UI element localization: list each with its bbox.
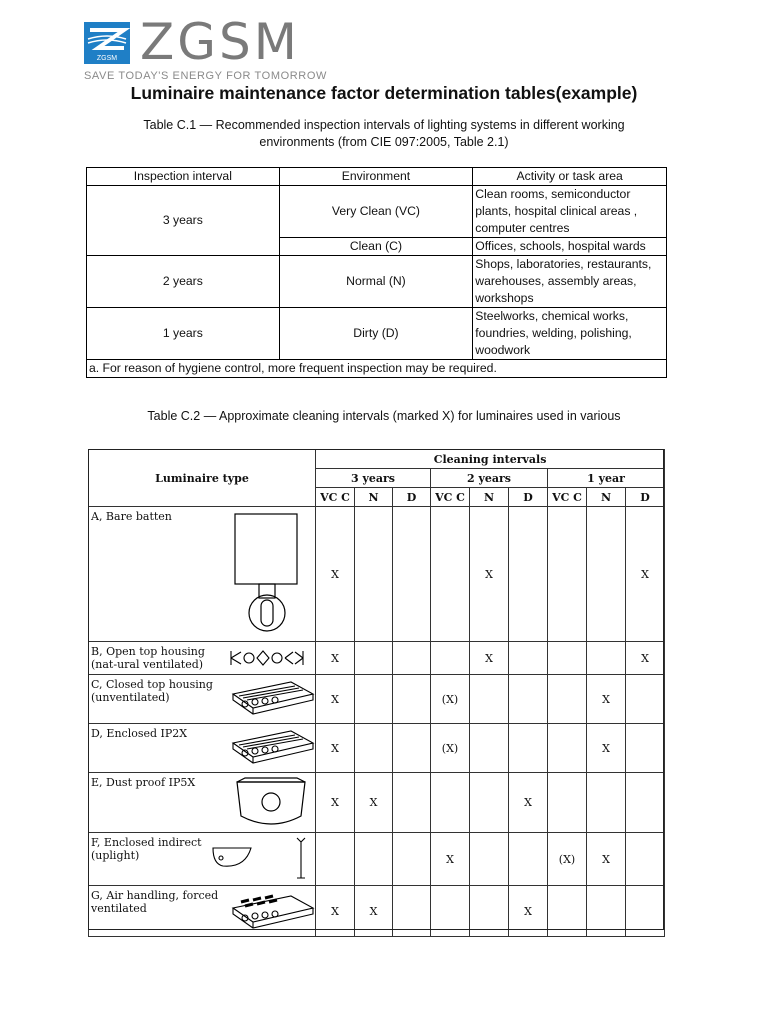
- table1-activity-cell: Steelworks, chemical works, foundries, welding, polishing, woodwork: [473, 308, 667, 360]
- table1-activity-cell: Offices, schools, hospital wards: [473, 238, 667, 256]
- luminaire-type-label: E, Dust proof IP5X: [91, 776, 196, 789]
- logo-caption: ZGSM: [96, 55, 118, 62]
- luminaire-type-cell: [89, 507, 316, 642]
- cleaning-mark-cell: [626, 833, 665, 886]
- cleaning-mark-cell: [393, 773, 431, 833]
- cleaning-mark-cell: X: [587, 833, 626, 886]
- cleaning-mark-cell: [431, 507, 470, 642]
- table1-header-environment: Environment: [279, 168, 473, 186]
- cleaning-mark-cell: [355, 833, 393, 886]
- cleaning-mark-cell: (X): [548, 833, 587, 886]
- table-row: [89, 642, 665, 675]
- sub-header-cell: VC C: [431, 488, 470, 507]
- cleaning-mark-cell: X: [316, 507, 355, 642]
- cleaning-mark-cell: [509, 642, 548, 675]
- luminaire-type-cell: [89, 833, 316, 886]
- cleaning-mark-cell: [548, 507, 587, 642]
- table1-interval-cell: 1 years: [87, 308, 280, 360]
- table2-caption: Table C.2 — Approximate cleaning intervals (marked X) for luminaires used in various: [147, 409, 621, 423]
- luminaire-type-cell: [89, 675, 316, 724]
- table-row: [87, 256, 667, 308]
- cleaning-mark-cell: (X): [431, 675, 470, 724]
- cleaning-mark-cell: [355, 675, 393, 724]
- interval-group-header: 1 year: [548, 469, 665, 488]
- cleaning-mark-cell: [626, 886, 665, 937]
- cleaning-mark-cell: X: [431, 833, 470, 886]
- cleaning-mark-cell: [509, 675, 548, 724]
- table1-header-row: [87, 168, 667, 186]
- cleaning-mark-cell: X: [316, 675, 355, 724]
- cleaning-mark-cell: X: [355, 773, 393, 833]
- cleaning-mark-cell: [626, 773, 665, 833]
- table1-activity-cell: Clean rooms, semiconductor plants, hospital clinical areas , computer centres: [473, 186, 667, 238]
- cleaning-mark-cell: X: [355, 886, 393, 937]
- table-row: [89, 675, 665, 724]
- sub-header-cell: VC C: [316, 488, 355, 507]
- cleaning-mark-cell: [431, 642, 470, 675]
- closed-top-housing-icon: [231, 680, 315, 721]
- cleaning-mark-cell: [393, 833, 431, 886]
- sub-header-cell: N: [355, 488, 393, 507]
- table1-note-row: [87, 360, 667, 378]
- luminaire-type-cell: [89, 886, 316, 937]
- cleaning-mark-cell: [626, 675, 665, 724]
- bare-batten-icon: [232, 511, 304, 642]
- cleaning-mark-cell: [548, 724, 587, 773]
- table1-interval-cell: 2 years: [87, 256, 280, 308]
- cleaning-mark-cell: [509, 724, 548, 773]
- cleaning-mark-cell: [393, 507, 431, 642]
- cleaning-mark-cell: X: [587, 675, 626, 724]
- sub-header-cell: N: [587, 488, 626, 507]
- cleaning-mark-cell: [548, 642, 587, 675]
- sub-header-cell: D: [393, 488, 431, 507]
- cleaning-mark-cell: X: [509, 886, 548, 937]
- brand-tagline: SAVE TODAY'S ENERGY FOR TOMORROW: [84, 70, 327, 82]
- cleaning-mark-cell: [393, 675, 431, 724]
- inspection-interval-table: [86, 167, 667, 378]
- cleaning-mark-cell: [355, 642, 393, 675]
- sub-header-cell: D: [509, 488, 548, 507]
- table1-environment-cell: Clean (C): [279, 238, 473, 256]
- air-handling-icon: [231, 890, 315, 935]
- cleaning-mark-cell: [587, 507, 626, 642]
- dust-proof-ip5x-icon: [231, 776, 311, 831]
- cleaning-intervals-header: Cleaning intervals: [316, 450, 665, 469]
- open-top-housing-icon: [229, 647, 313, 672]
- table1-header-interval: Inspection interval: [87, 168, 280, 186]
- table1-environment-cell: Normal (N): [279, 256, 473, 308]
- table1-activity-cell: Shops, laboratories, restaurants, warehouses, assembly areas, workshops: [473, 256, 667, 308]
- cleaning-mark-cell: X: [316, 773, 355, 833]
- cleaning-interval-table-wrap: [88, 449, 664, 930]
- table-row: [89, 833, 665, 886]
- table-row: [89, 507, 665, 642]
- cleaning-mark-cell: [548, 886, 587, 937]
- luminaire-type-label: F, Enclosed indirect (uplight): [91, 836, 202, 862]
- table1-caption: [0, 117, 768, 151]
- cleaning-mark-cell: (X): [431, 724, 470, 773]
- cleaning-mark-cell: X: [626, 642, 665, 675]
- cleaning-mark-cell: X: [316, 642, 355, 675]
- cleaning-interval-table: [88, 449, 665, 937]
- table-row: [87, 186, 667, 238]
- table-row: [89, 724, 665, 773]
- luminaire-type-label: G, Air handling, forced ventilated: [91, 889, 219, 915]
- sub-header-cell: VC C: [548, 488, 587, 507]
- cleaning-mark-cell: X: [509, 773, 548, 833]
- luminaire-type-cell: [89, 642, 316, 675]
- luminaire-type-cell: [89, 773, 316, 833]
- enclosed-indirect-uplight-icon: [209, 836, 309, 883]
- luminaire-type-label: A, Bare batten: [91, 510, 172, 523]
- sub-header-cell: N: [470, 488, 509, 507]
- cleaning-mark-cell: X: [470, 507, 509, 642]
- brand-name: ZGSM: [140, 13, 300, 71]
- cleaning-mark-cell: [587, 642, 626, 675]
- luminaire-type-header: Luminaire type: [89, 450, 316, 507]
- cleaning-mark-cell: [548, 675, 587, 724]
- interval-group-header: 2 years: [431, 469, 548, 488]
- table1-note: a. For reason of hygiene control, more frequent inspection may be required.: [87, 360, 667, 378]
- luminaire-type-label: C, Closed top housing (unventilated): [91, 678, 213, 704]
- cleaning-mark-cell: [470, 886, 509, 937]
- table-row: [87, 308, 667, 360]
- cleaning-mark-cell: [431, 886, 470, 937]
- cleaning-mark-cell: X: [626, 507, 665, 642]
- cleaning-mark-cell: [431, 773, 470, 833]
- cleaning-mark-cell: X: [316, 724, 355, 773]
- cleaning-mark-cell: [355, 724, 393, 773]
- cleaning-mark-cell: [626, 724, 665, 773]
- cleaning-mark-cell: [509, 833, 548, 886]
- cleaning-mark-cell: [470, 773, 509, 833]
- cleaning-mark-cell: [355, 507, 393, 642]
- sub-header-cell: D: [626, 488, 665, 507]
- page-title: Luminaire maintenance factor determination tables(example): [130, 83, 638, 103]
- cleaning-mark-cell: [548, 773, 587, 833]
- cleaning-mark-cell: X: [470, 642, 509, 675]
- table1-caption-text: Table C.1 — Recommended inspection intervals of lighting systems in different working environments (from CIE 097:2005, Table 2.1): [143, 118, 625, 149]
- luminaire-type-label: D, Enclosed IP2X: [91, 727, 188, 740]
- enclosed-ip2x-icon: [231, 729, 315, 770]
- cleaning-mark-cell: [509, 507, 548, 642]
- cleaning-mark-cell: [393, 886, 431, 937]
- cleaning-mark-cell: [470, 675, 509, 724]
- luminaire-type-label: B, Open top housing (nat-ural ventilated): [91, 645, 205, 671]
- cleaning-mark-cell: [393, 642, 431, 675]
- interval-group-header: 3 years: [316, 469, 431, 488]
- cleaning-mark-cell: [470, 833, 509, 886]
- cleaning-mark-cell: [470, 724, 509, 773]
- cleaning-mark-cell: [393, 724, 431, 773]
- table1-environment-cell: Very Clean (VC): [279, 186, 473, 238]
- cleaning-mark-cell: [587, 886, 626, 937]
- cleaning-mark-cell: [316, 833, 355, 886]
- table-row: [89, 773, 665, 833]
- table1-interval-cell: 3 years: [87, 186, 280, 256]
- brand-logo-icon: [84, 22, 130, 64]
- table1-header-activity: Activity or task area: [473, 168, 667, 186]
- table1-environment-cell: Dirty (D): [279, 308, 473, 360]
- cleaning-mark-cell: [587, 773, 626, 833]
- cleaning-mark-cell: X: [587, 724, 626, 773]
- table-row: [89, 886, 665, 937]
- luminaire-type-cell: [89, 724, 316, 773]
- cleaning-mark-cell: X: [316, 886, 355, 937]
